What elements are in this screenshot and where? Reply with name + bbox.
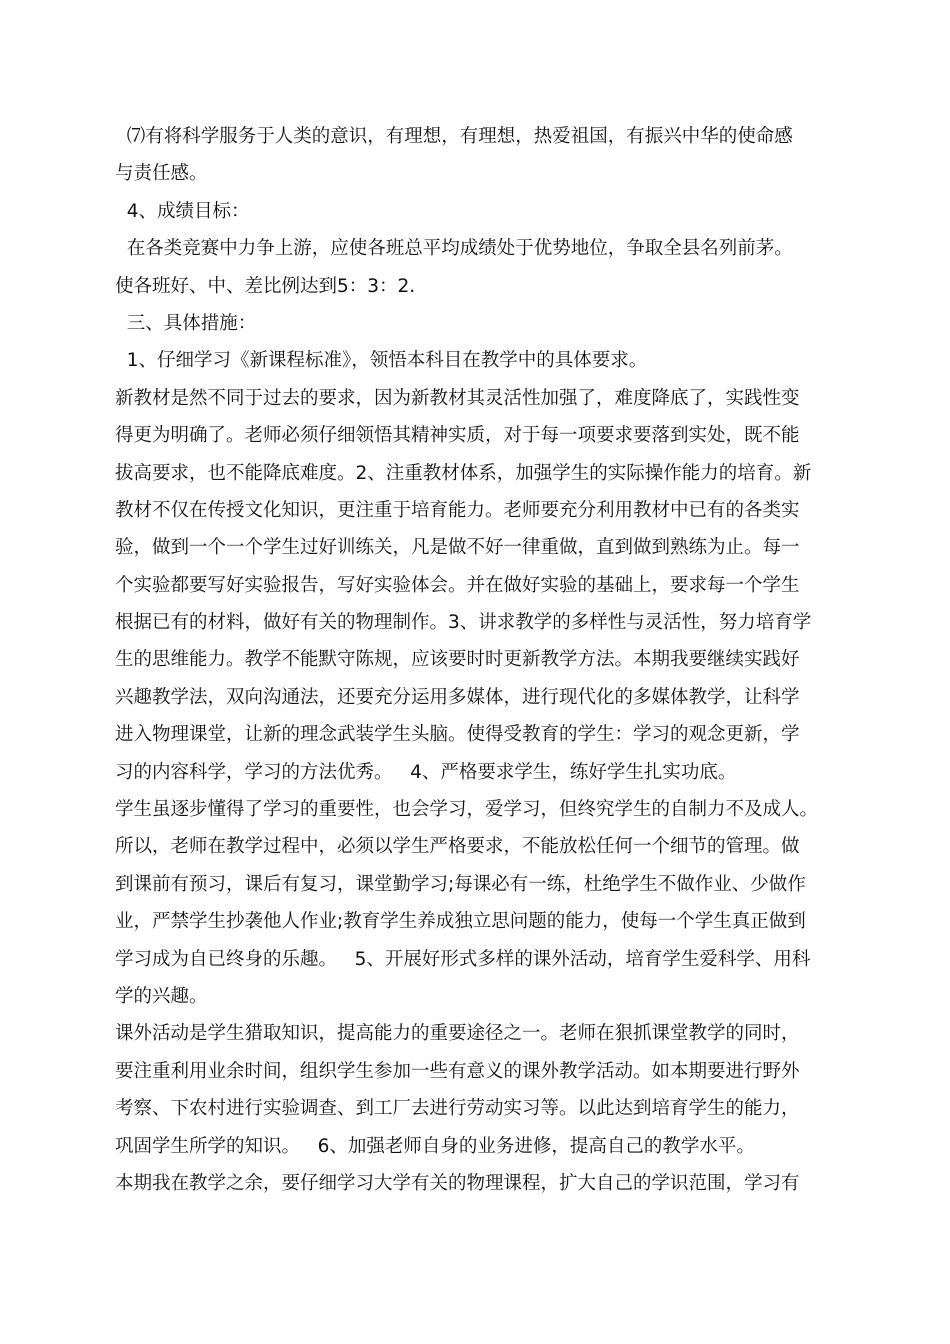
text-line: 生的思维能力。教学不能默守陈规，应该要时时更新教学方法。本期我要继续实践好 [115,649,800,671]
text-line: 学习成为自已终身的乐趣。 5、开展好形式多样的课外活动，培育学生爱科学、用科 [115,948,811,970]
text-line: ⑺有将科学服务于人类的意识，有理想，有理想，热爱祖国，有振兴中华的使命感 [115,126,793,147]
document-body [115,118,835,1202]
text-line: 验，做到一个一个学生过好训练关，凡是做不好一律重做，直到做到熟练为止。每一 [115,537,800,559]
text-line: 得更为明确了。老师必须仔细领悟其精神实质，对于每一项要求要落到实处，既不能 [115,425,800,447]
text-line: 本期我在教学之余，要仔细学习大学有关的物理课程，扩大自己的学识范围，学习有 [115,1172,800,1194]
text-line: 新教材是然不同于过去的要求，因为新教材其灵活性加强了，难度降底了，实践性变 [115,387,800,409]
text-line: 巩固学生所学的知识。 6、加强老师自身的业务进修，提高自己的教学水平。 [115,1135,755,1157]
text-line: 到课前有预习，课后有复习，课堂勤学习;每课必有一练，杜绝学生不做作业、少做作 [115,873,806,895]
text-line: 与责任感。 [115,163,208,185]
text-line: 教材不仅在传授文化知识，更注重于培育能力。老师要充分利用教材中已有的各类实 [115,499,800,521]
text-line: 兴趣教学法，双向沟通法，还要充分运用多媒体，进行现代化的多媒体教学，让科学 [115,686,800,708]
text-line: 业，严禁学生抄袭他人作业;教育学生养成独立思问题的能力，使每一个学生真正做到 [115,911,806,933]
text-line: 根据已有的材料，做好有关的物理制作。3、讲求教学的多样性与灵活性，努力培育学 [115,612,812,634]
text-line: 要注重利用业余时间，组织学生参加一些有意义的课外教学活动。如本期要进行野外 [115,1060,800,1082]
text-line: 三、具体措施： [115,312,257,334]
text-line: 使各班好、中、差比例达到5：3：2. [115,275,416,297]
text-line: 进入物理课堂，让新的理念武装学生头脑。使得受教育的学生：学习的观念更新，学 [115,724,800,746]
text-line: 学的兴趣。 [115,985,208,1007]
text-line: 1、仔细学习《新课程标准》，领悟本科目在教学中的具体要求。 [115,350,648,372]
text-line: 4、成绩目标： [115,200,250,222]
text-line: 课外活动是学生猎取知识，提高能力的重要途径之一。老师在狠抓课堂教学的同时， [115,1023,800,1045]
text-line: 考察、下农村进行实验调查、到工厂去进行劳动实习等。以此达到培育学生的能力， [115,1098,800,1120]
text-line: 拔高要求，也不能降底难度。2、注重教材体系，加强学生的实际操作能力的培育。新 [115,462,812,484]
text-line: 在各类竞赛中力争上游，应使各班总平均成绩处于优势地位，争取全县名列前茅。 [115,238,793,260]
text-line: 个实验都要写好实验报告，写好实验体会。并在做好实验的基础上，要求每一个学生 [115,574,800,596]
text-line: 学生虽逐步懂得了学习的重要性，也会学习，爱学习，但终究学生的自制力不及成人。 [115,799,819,821]
text-line: 所以，老师在教学过程中，必须以学生严格要求，不能放松任何一个细节的管理。做 [115,836,800,858]
text-line: 习的内容科学，学习的方法优秀。 4、严格要求学生，练好学生扎实功底。 [115,761,737,783]
